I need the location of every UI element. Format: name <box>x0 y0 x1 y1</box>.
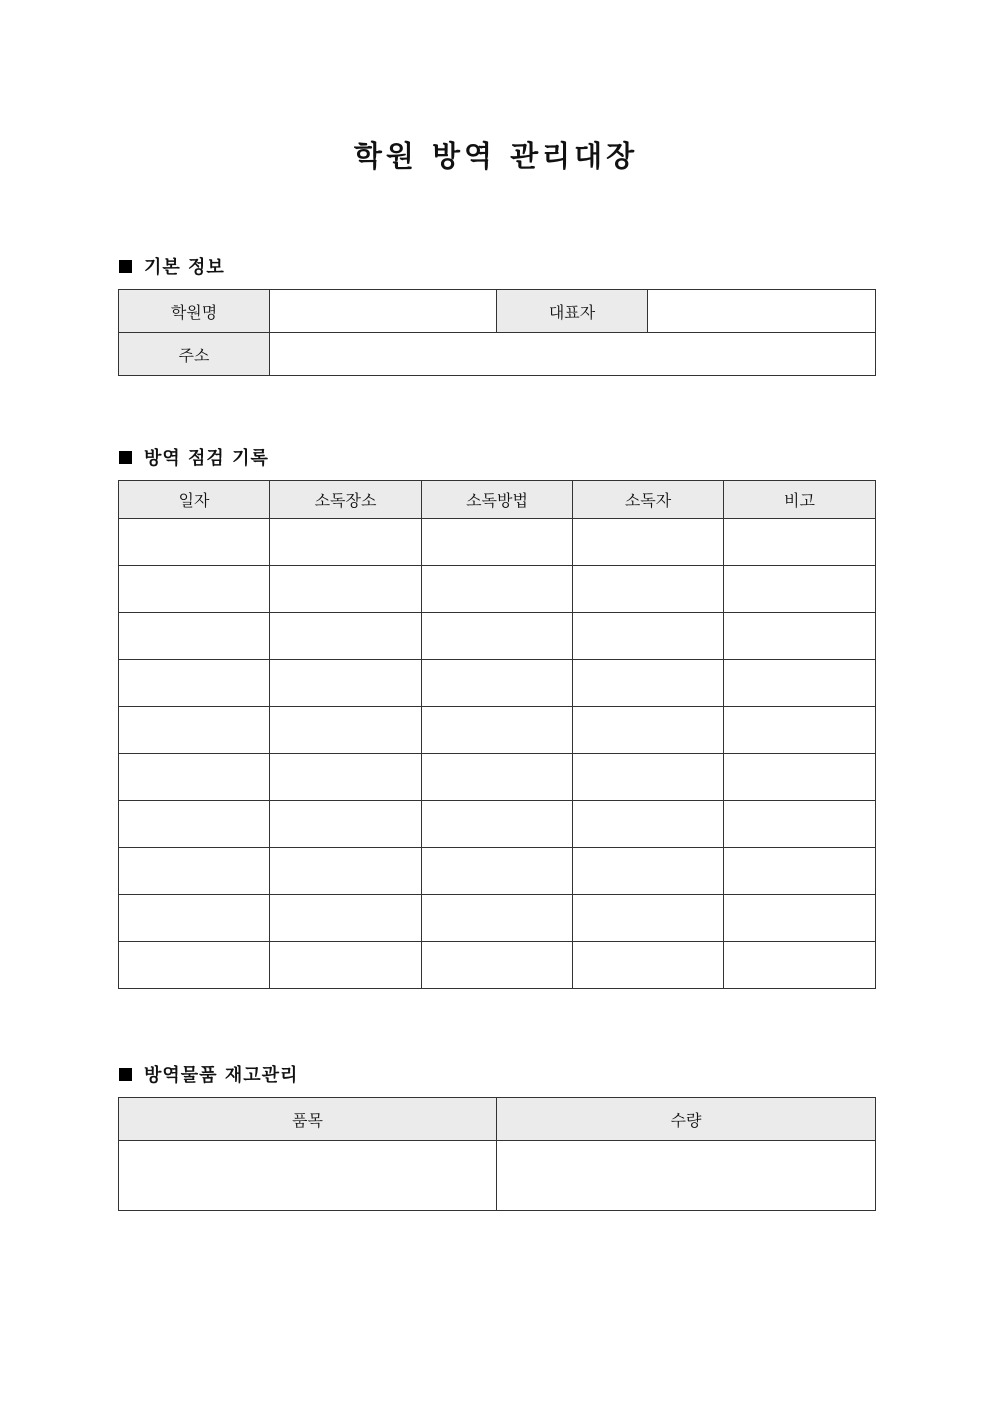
section-heading-inventory <box>119 1061 298 1087</box>
table-cell[interactable] <box>724 613 876 660</box>
academy-name-label: 학원명 <box>119 290 270 333</box>
table-cell[interactable] <box>724 519 876 566</box>
table-cell[interactable] <box>119 707 270 754</box>
table-cell[interactable] <box>119 801 270 848</box>
table-cell[interactable] <box>573 754 724 801</box>
table-cell[interactable] <box>497 1141 876 1211</box>
table-cell[interactable] <box>573 566 724 613</box>
table-cell[interactable] <box>119 613 270 660</box>
table-cell[interactable] <box>573 707 724 754</box>
table-row <box>119 801 876 848</box>
table-cell[interactable] <box>422 895 573 942</box>
table-row <box>119 613 876 660</box>
inspection-table <box>118 480 876 989</box>
square-bullet-icon <box>119 451 132 464</box>
table-cell[interactable] <box>422 754 573 801</box>
table-row <box>119 660 876 707</box>
address-field[interactable] <box>270 333 876 376</box>
table-row <box>119 1141 876 1211</box>
table-cell[interactable] <box>724 566 876 613</box>
table-cell[interactable] <box>573 801 724 848</box>
table-cell[interactable] <box>724 848 876 895</box>
table-cell[interactable] <box>422 848 573 895</box>
table-cell[interactable] <box>270 848 422 895</box>
table-cell[interactable] <box>119 895 270 942</box>
table-cell[interactable] <box>422 660 573 707</box>
representative-label: 대표자 <box>497 290 648 333</box>
representative-field[interactable] <box>648 290 876 333</box>
table-cell[interactable] <box>270 707 422 754</box>
table-cell[interactable] <box>724 801 876 848</box>
table-row <box>119 566 876 613</box>
table-cell[interactable] <box>724 942 876 989</box>
table-cell[interactable] <box>270 754 422 801</box>
table-cell[interactable] <box>724 707 876 754</box>
page-title: 학원 방역 관리대장 <box>353 139 639 173</box>
table-cell[interactable] <box>422 801 573 848</box>
section-heading-inspection <box>119 444 269 470</box>
table-cell[interactable] <box>119 519 270 566</box>
section-heading-basic-info <box>119 253 225 279</box>
basic-info-table <box>118 289 876 376</box>
table-cell[interactable] <box>422 707 573 754</box>
table-cell[interactable] <box>270 942 422 989</box>
table-cell[interactable] <box>119 1141 497 1211</box>
column-header-location: 소독장소 <box>270 481 422 519</box>
table-cell[interactable] <box>119 754 270 801</box>
column-header-item: 품목 <box>119 1098 497 1141</box>
table-row <box>119 848 876 895</box>
table-cell[interactable] <box>270 660 422 707</box>
column-header-quantity: 수량 <box>497 1098 876 1141</box>
table-cell[interactable] <box>573 613 724 660</box>
column-header-method: 소독방법 <box>422 481 573 519</box>
table-row <box>119 519 876 566</box>
square-bullet-icon <box>119 260 132 273</box>
section-heading-label: 방역 점검 기록 <box>144 448 269 469</box>
table-cell[interactable] <box>422 566 573 613</box>
table-row <box>119 707 876 754</box>
table-cell[interactable] <box>119 848 270 895</box>
column-header-disinfector: 소독자 <box>573 481 724 519</box>
inventory-table <box>118 1097 876 1211</box>
table-cell[interactable] <box>724 895 876 942</box>
square-bullet-icon <box>119 1068 132 1081</box>
table-cell[interactable] <box>573 848 724 895</box>
table-cell[interactable] <box>573 519 724 566</box>
academy-name-field[interactable] <box>270 290 497 333</box>
table-cell[interactable] <box>422 613 573 660</box>
column-header-date: 일자 <box>119 481 270 519</box>
table-row <box>119 754 876 801</box>
table-cell[interactable] <box>119 660 270 707</box>
column-header-remarks: 비고 <box>724 481 876 519</box>
table-cell[interactable] <box>724 660 876 707</box>
address-label: 주소 <box>119 333 270 376</box>
table-cell[interactable] <box>270 895 422 942</box>
table-cell[interactable] <box>270 519 422 566</box>
table-cell[interactable] <box>422 519 573 566</box>
table-cell[interactable] <box>422 942 573 989</box>
table-row <box>119 942 876 989</box>
section-heading-label: 방역물품 재고관리 <box>144 1065 299 1086</box>
table-cell[interactable] <box>724 754 876 801</box>
section-heading-label: 기본 정보 <box>144 257 225 278</box>
table-cell[interactable] <box>573 660 724 707</box>
table-cell[interactable] <box>270 613 422 660</box>
table-cell[interactable] <box>573 895 724 942</box>
table-cell[interactable] <box>119 566 270 613</box>
table-cell[interactable] <box>270 801 422 848</box>
table-cell[interactable] <box>270 566 422 613</box>
table-cell[interactable] <box>573 942 724 989</box>
table-cell[interactable] <box>119 942 270 989</box>
table-row <box>119 895 876 942</box>
